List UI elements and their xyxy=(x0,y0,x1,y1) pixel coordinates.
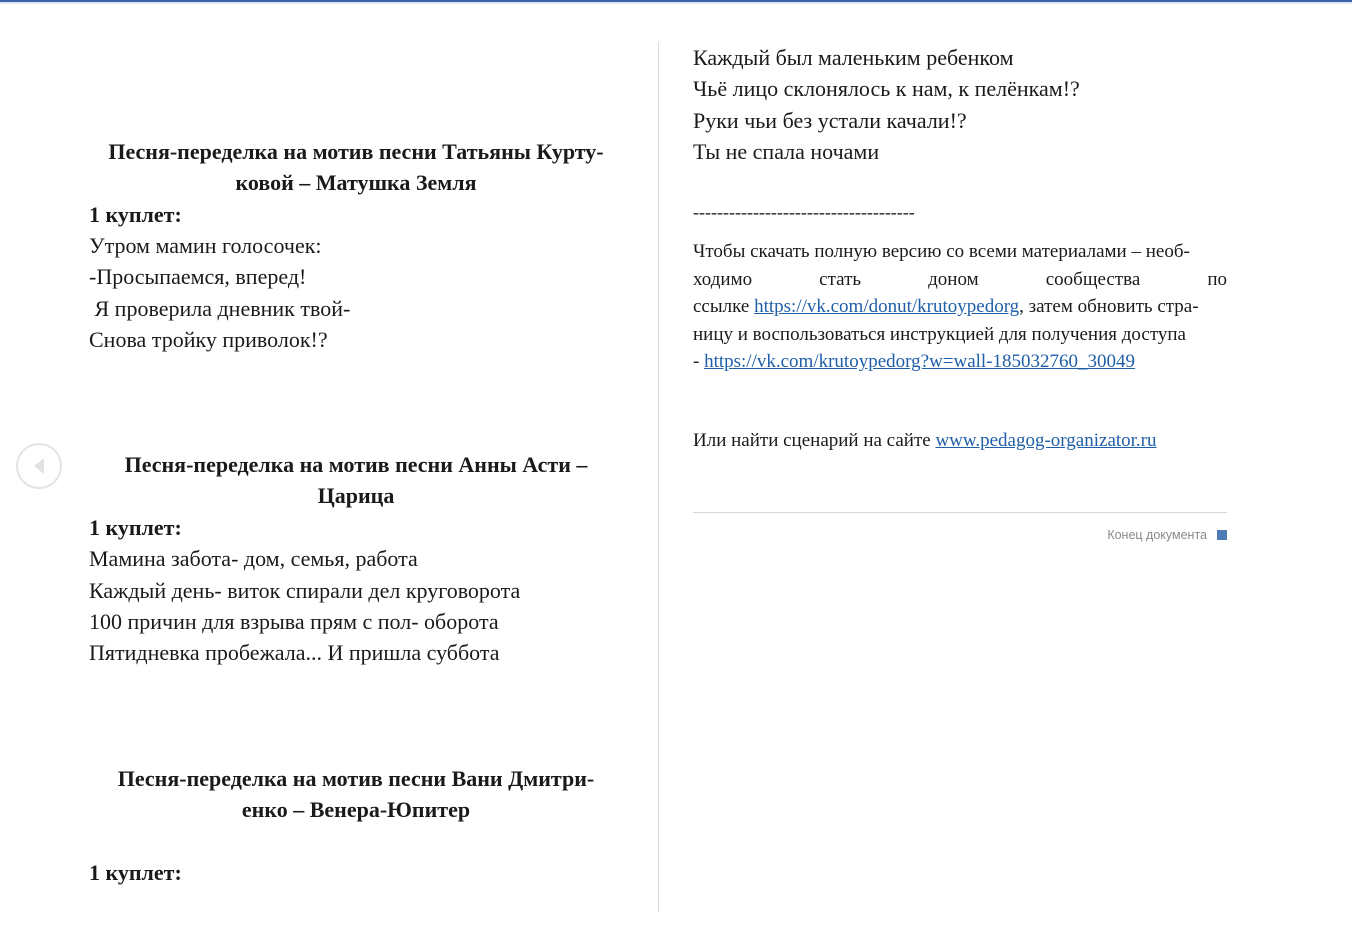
wall-post-link[interactable]: https://vk.com/krutoypedorg?w=wall-185032760_30049 xyxy=(704,351,1136,373)
notice-line xyxy=(693,348,1227,376)
lyric-line: Каждый был маленьким ребенком xyxy=(693,45,1014,70)
song-title-line: енко – Венера-Юпитер xyxy=(241,797,471,823)
lyric-line: Мамина забота- дом, семья, работа xyxy=(89,546,418,571)
song-title xyxy=(89,449,623,512)
song-title-line: Песня-переделка на мотив песни Анны Асти – xyxy=(124,452,588,477)
notice-text: - xyxy=(693,351,705,373)
end-of-document-label: Конец документа xyxy=(1107,528,1207,542)
donut-link[interactable]: https://vk.com/donut/krutoypedorg xyxy=(754,296,1020,318)
download-notice xyxy=(693,238,1227,376)
song-title-line: Песня-переделка на мотив песни Вани Дмитри- xyxy=(117,766,595,791)
song-title-line: Царица xyxy=(317,483,395,509)
notice-text: , затем обновить стра- xyxy=(1019,296,1199,318)
notice-line xyxy=(693,266,1227,294)
song-title-line: Песня-переделка на мотив песни Татьяны Курту- xyxy=(108,139,604,164)
lyric-line: -Просыпаемся, вперед! xyxy=(89,264,307,289)
page-divider xyxy=(658,42,659,912)
prev-page-button[interactable] xyxy=(16,443,62,489)
notice-word: ходимо xyxy=(693,268,753,290)
lyric-line: Ты не спала ночами xyxy=(693,139,880,164)
song-title-line: ковой – Матушка Земля xyxy=(235,170,477,196)
end-of-document-rule xyxy=(693,512,1227,513)
site-line xyxy=(693,427,1157,454)
end-marker-icon xyxy=(1217,530,1227,540)
song-title xyxy=(89,763,623,826)
site-prefix: Или найти сценарий на сайте xyxy=(693,430,936,451)
notice-word: доном xyxy=(928,268,979,290)
lyric-line: Снова тройку приволок!? xyxy=(89,327,328,352)
notice-word: по xyxy=(1207,268,1227,290)
arrow-left-icon xyxy=(18,445,60,487)
notice-word: стать xyxy=(819,268,862,290)
song-title xyxy=(89,136,623,199)
lyric-line: Утром мамин голосочек: xyxy=(89,233,322,258)
notice-text: ссылке xyxy=(693,296,755,318)
verse-label: 1 куплет: xyxy=(89,860,182,885)
lyric-line: Руки чьи без устали качали!? xyxy=(693,108,967,133)
notice-line: ницу и воспользоваться инструкцией для получения доступа xyxy=(693,323,1186,345)
site-link[interactable]: www.pedagog-organizator.ru xyxy=(935,430,1157,451)
lyric-line: Чьё лицо склонялось к нам, к пелёнкам!? xyxy=(693,76,1080,101)
separator-line: ------------------------------------- xyxy=(693,202,915,222)
notice-line: Чтобы скачать полную версию со всеми материалами – необ- xyxy=(693,241,1190,262)
verse-label: 1 куплет: xyxy=(89,202,182,227)
lyric-line: Каждый день- виток спирали дел круговорота xyxy=(89,578,521,603)
lyric-line: Пятидневка пробежала... И пришла суббота xyxy=(89,640,500,665)
notice-word: сообщества xyxy=(1045,268,1141,290)
lyric-line: Я проверила дневник твой- xyxy=(89,296,351,321)
lyric-line: 100 причин для взрыва прям с пол- оборота xyxy=(89,609,499,634)
verse-label: 1 куплет: xyxy=(89,515,182,540)
end-of-document xyxy=(1107,526,1227,544)
viewer-top-border-shadow xyxy=(0,2,1352,4)
notice-line xyxy=(693,293,1227,321)
